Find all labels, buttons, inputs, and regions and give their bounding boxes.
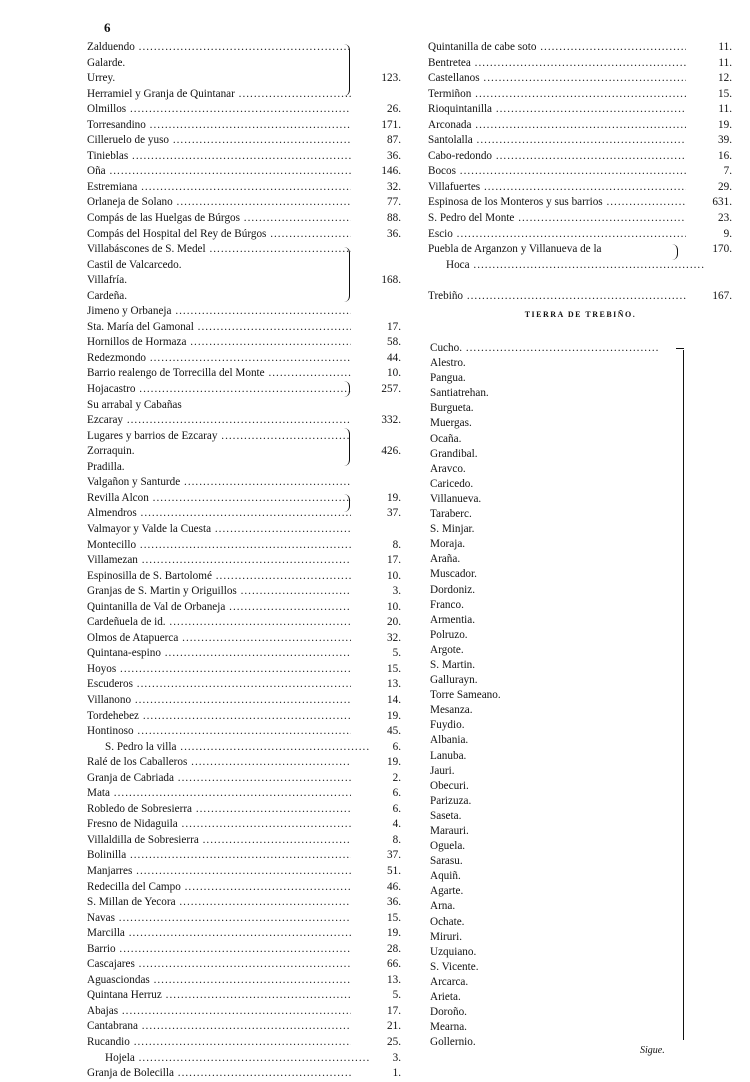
entry-name: Hojela .....	[87, 1051, 369, 1067]
entry-value: 6.	[392, 802, 401, 815]
entry-row	[87, 771, 409, 787]
entry-value: 11.	[718, 56, 732, 69]
entry-name: Manjarres .....	[87, 864, 351, 880]
entry-name: Villabáscones de S. Medel .....	[87, 242, 351, 258]
entry-value: 44.	[387, 351, 401, 364]
entry-name: Compás del Hospital del Rey de Búrgos .....	[87, 227, 351, 243]
entry-row	[87, 133, 409, 149]
entry-value: 23.	[718, 212, 732, 225]
entry-row	[87, 273, 409, 289]
entry-row	[428, 118, 733, 134]
entry-value: 26.	[387, 103, 401, 116]
entry-row	[87, 444, 409, 460]
entry-row	[428, 164, 733, 180]
place-item: Dordoniz.	[430, 583, 476, 596]
entry-name: Robledo de Sobresierra .....	[87, 802, 351, 818]
entry-value: 17.	[387, 554, 401, 567]
entry-value: 332.	[381, 414, 401, 427]
entry-row	[87, 600, 409, 616]
entry-value: 39.	[718, 134, 732, 147]
entry-value: 19.	[718, 118, 732, 131]
place-item: Arieta.	[430, 991, 461, 1004]
place-item: Ocaña.	[430, 432, 462, 445]
entry-value: 77.	[387, 196, 401, 209]
place-item: Miruri.	[430, 930, 463, 943]
entry-value: 9.	[723, 227, 732, 240]
entry-row	[428, 195, 733, 211]
entry-value: 7.	[723, 165, 732, 178]
entry-name: Granja de Cabriada .....	[87, 771, 351, 787]
entry-value: 5.	[392, 647, 401, 660]
brace	[343, 428, 350, 466]
entry-name: Almendros .....	[87, 506, 351, 522]
entry-name: Barrio realengo de Torrecilla del Monte .....	[87, 366, 351, 382]
entry-name: Quintana-espino .....	[87, 646, 351, 662]
entry-value: 10.	[387, 600, 401, 613]
left-column	[87, 40, 409, 1082]
entry-name: Torresandino .....	[87, 118, 351, 134]
entry-name: Ralé de los Caballeros .....	[87, 755, 351, 771]
entry-value: 32.	[387, 180, 401, 193]
entry-name: Villaldilla de Sobresierra .....	[87, 833, 351, 849]
entry-row	[87, 817, 409, 833]
place-item: Caricedo.	[430, 477, 474, 490]
entry-value: 36.	[387, 227, 401, 240]
entry-row	[87, 848, 409, 864]
entry-row	[87, 211, 409, 227]
entry-name: Cilleruelo de yuso .....	[87, 133, 351, 149]
entry-row	[87, 1066, 409, 1082]
entry-name: Granjas de S. Martin y Origuillos .....	[87, 584, 351, 600]
entry-value: 87.	[387, 134, 401, 147]
entry-name: Valmayor y Valde la Cuesta .....	[87, 522, 351, 538]
entry-name: Hoyos .....	[87, 662, 351, 678]
place-item: Franco.	[430, 598, 464, 611]
entry-value: 37.	[387, 507, 401, 520]
entry-name: Villafuertes .....	[428, 180, 686, 196]
entry-value: 21.	[387, 1020, 401, 1033]
entry-value: 6.	[392, 740, 401, 753]
entry-name: Oña .....	[87, 164, 351, 180]
footer-sigue: Sigue.	[640, 1045, 665, 1056]
entry-value: 36.	[387, 896, 401, 909]
right-column	[428, 40, 733, 304]
entry-name: Cascajares .....	[87, 957, 351, 973]
entry-value: 1.	[392, 1067, 401, 1080]
entry-name: Valgañon y Santurde .....	[87, 475, 351, 491]
entry-row	[428, 273, 733, 289]
place-item: S. Vicente.	[430, 960, 479, 973]
entry-row	[87, 584, 409, 600]
entry-row	[87, 926, 409, 942]
entry-value: 19.	[387, 491, 401, 504]
bracket-top	[676, 348, 684, 349]
entry-name: Pradilla.	[87, 460, 125, 473]
entry-value: 2.	[392, 771, 401, 784]
place-item: Saseta.	[430, 809, 462, 822]
place-item: Jauri.	[430, 764, 455, 777]
entry-value: 11.	[718, 41, 732, 53]
entry-row	[428, 258, 733, 274]
entry-name: Redezmondo .....	[87, 351, 351, 367]
entry-row	[87, 957, 409, 973]
entry-name: Cantabrana .....	[87, 1019, 351, 1035]
entry-value: 3.	[392, 585, 401, 598]
entry-row	[87, 56, 409, 72]
place-item: Cucho. .....	[430, 341, 680, 356]
entry-row	[87, 864, 409, 880]
entry-name: Hontinoso .....	[87, 724, 351, 740]
entry-row	[87, 71, 409, 87]
entry-row	[87, 646, 409, 662]
entry-row	[87, 289, 409, 305]
entry-row	[428, 149, 733, 165]
entry-value: 58.	[387, 336, 401, 349]
place-item: Argote.	[430, 643, 464, 656]
place-item: Armentia.	[430, 613, 476, 626]
entry-name: Herramiel y Granja de Quintanar .....	[87, 87, 351, 103]
entry-name: Quintana Herruz .....	[87, 988, 351, 1004]
entry-row	[87, 615, 409, 631]
entry-row	[87, 40, 409, 56]
entry-value: 10.	[387, 367, 401, 380]
entry-row	[87, 102, 409, 118]
place-item: Muscador.	[430, 568, 477, 581]
place-item: Lanuba.	[430, 749, 467, 762]
place-item: Moraja.	[430, 538, 466, 551]
entry-value: 167.	[712, 289, 732, 302]
entry-row	[87, 242, 409, 258]
place-item: Santiatrehan.	[430, 387, 489, 400]
entry-name: Redecilla del Campo .....	[87, 880, 351, 896]
place-item: Arna.	[430, 900, 456, 913]
entry-row	[87, 1019, 409, 1035]
entry-row	[428, 40, 733, 56]
entry-row	[87, 149, 409, 165]
entry-name: Tordehebez .....	[87, 709, 351, 725]
entry-value: 5.	[392, 989, 401, 1002]
entry-value: 28.	[387, 942, 401, 955]
entry-row	[87, 1035, 409, 1051]
entry-name: Fresno de Nidaguila .....	[87, 817, 351, 833]
entry-row	[87, 833, 409, 849]
place-item: Arcarca.	[430, 975, 469, 988]
entry-row	[87, 973, 409, 989]
entry-value: 146.	[381, 165, 401, 178]
entry-name: Hojacastro .....	[87, 382, 351, 398]
entry-value: 13.	[387, 973, 401, 986]
place-item: Uzquiano.	[430, 945, 477, 958]
entry-row	[87, 475, 409, 491]
entry-name: Termiñon .....	[428, 87, 686, 103]
entry-row	[87, 491, 409, 507]
entry-name: Cabo-redondo .....	[428, 149, 686, 165]
entry-name: Santolalla .....	[428, 133, 686, 149]
entry-name: Zalduendo .....	[87, 40, 351, 56]
entry-value: 37.	[387, 849, 401, 862]
entry-value: 88.	[387, 212, 401, 225]
entry-name: Montecillo .....	[87, 538, 351, 554]
entry-row	[428, 133, 733, 149]
entry-name: Villamezan .....	[87, 553, 351, 569]
entry-name: Espinosa de los Monteros y sus barrios .....	[428, 195, 686, 211]
entry-name: Villanono .....	[87, 693, 351, 709]
place-item: Villanueva.	[430, 492, 482, 505]
entry-value: 12.	[718, 72, 732, 85]
entry-name: Rucandio .....	[87, 1035, 351, 1051]
place-item: Aquiñ.	[430, 870, 461, 883]
entry-name: Espinosilla de S. Bartolomé .....	[87, 569, 351, 585]
entry-value: 19.	[387, 927, 401, 940]
entry-value: 19.	[387, 709, 401, 722]
entry-value: 426.	[381, 445, 401, 458]
entry-name: Escuderos .....	[87, 677, 351, 693]
place-item: Araña.	[430, 553, 461, 566]
entry-row	[87, 522, 409, 538]
entry-row	[87, 351, 409, 367]
entry-row	[428, 56, 733, 72]
entry-row	[87, 87, 409, 103]
page-number: 6	[104, 20, 111, 35]
entry-row	[87, 662, 409, 678]
entry-value: 19.	[387, 756, 401, 769]
place-item: Sarasu.	[430, 855, 463, 868]
entry-row	[87, 118, 409, 134]
entry-name: Olmos de Atapuerca .....	[87, 631, 351, 647]
brace	[343, 44, 350, 96]
entry-name: Zorraquin.	[87, 445, 135, 458]
entry-row	[428, 242, 733, 258]
entry-name: Bocos .....	[428, 164, 686, 180]
entry-row	[87, 631, 409, 647]
place-item: Muergas.	[430, 417, 472, 430]
entry-value: 17.	[387, 1004, 401, 1017]
entry-row	[87, 180, 409, 196]
entry-row	[87, 693, 409, 709]
entry-value: 14.	[387, 693, 401, 706]
entry-row	[428, 180, 733, 196]
entry-row	[87, 802, 409, 818]
place-item: Gallurayn.	[430, 674, 478, 687]
entry-name: Hoca .....	[428, 258, 704, 274]
entry-name: Abajas .....	[87, 1004, 351, 1020]
entry-row	[87, 227, 409, 243]
place-item: Agarte.	[430, 885, 464, 898]
entry-row	[87, 398, 409, 414]
entry-row	[87, 538, 409, 554]
entry-name: Quintanilla de Val de Orbaneja .....	[87, 600, 351, 616]
entry-value: 170.	[712, 243, 732, 256]
entry-row	[87, 506, 409, 522]
entry-name: Granja de Bolecilla .....	[87, 1066, 351, 1082]
place-item: S. Minjar.	[430, 523, 475, 536]
entry-row	[87, 366, 409, 382]
place-item: Grandibal.	[430, 447, 478, 460]
place-item: Albania.	[430, 734, 469, 747]
place-item: Aravco.	[430, 462, 466, 475]
entry-value: 257.	[381, 383, 401, 396]
section-heading: TIERRA DE TREBIÑO.	[524, 310, 637, 319]
entry-row	[87, 880, 409, 896]
entry-name: Castil de Valcarcedo.	[87, 258, 182, 271]
entry-row	[428, 71, 733, 87]
place-item: S. Martin.	[430, 658, 476, 671]
place-item: Gollernio.	[430, 1036, 476, 1049]
entry-row	[87, 1051, 409, 1067]
entry-name: Olmillos .....	[87, 102, 351, 118]
entry-row	[87, 429, 409, 445]
entry-name: Orlaneja de Solano .....	[87, 195, 351, 211]
entry-name: Marcilla .....	[87, 926, 351, 942]
place-item: Mearna.	[430, 1021, 467, 1034]
entry-row	[87, 413, 409, 429]
entry-row	[87, 335, 409, 351]
entry-name: Jimeno y Orbaneja .....	[87, 304, 351, 320]
entry-name: Bentretea .....	[428, 56, 686, 72]
entry-value: 15.	[718, 87, 732, 100]
place-item: Taraberc.	[430, 508, 472, 521]
bracket-rule	[683, 350, 684, 1040]
place-item: Polruzo.	[430, 628, 468, 641]
entry-value: 17.	[387, 320, 401, 333]
entry-name: Rioquintanilla .....	[428, 102, 686, 118]
entry-value: 168.	[381, 274, 401, 287]
entry-name: Puebla de Arganzon y Villanueva de la	[428, 243, 602, 256]
entry-value: 51.	[387, 864, 401, 877]
entry-row	[428, 87, 733, 103]
entry-row	[428, 102, 733, 118]
entry-value: 46.	[387, 880, 401, 893]
place-item: Obecuri.	[430, 779, 469, 792]
entry-row	[87, 1004, 409, 1020]
entry-row	[428, 211, 733, 227]
entry-row	[428, 227, 733, 243]
entry-row	[87, 988, 409, 1004]
entry-name: Su arrabal y Cabañas	[87, 398, 182, 411]
entry-name: Cardeñuela de id. .....	[87, 615, 351, 631]
entry-name: Castellanos .....	[428, 71, 686, 87]
entry-value: 32.	[387, 631, 401, 644]
entry-row	[87, 942, 409, 958]
place-item: Ochate.	[430, 915, 465, 928]
entry-name: Galarde.	[87, 56, 126, 69]
entry-value: 29.	[718, 180, 732, 193]
entry-name: Urrey.	[87, 72, 116, 85]
place-item: Oguela.	[430, 840, 466, 853]
entry-value: 6.	[392, 787, 401, 800]
entry-row	[87, 677, 409, 693]
place-item: Pangua.	[430, 372, 466, 385]
entry-row	[87, 195, 409, 211]
entry-name: S. Pedro del Monte .....	[428, 211, 686, 227]
entry-row	[87, 569, 409, 585]
entry-value: 15.	[387, 662, 401, 675]
place-item: Doroño.	[430, 1006, 467, 1019]
entry-value: 66.	[387, 958, 401, 971]
entry-row	[87, 258, 409, 274]
entry-value: 4.	[392, 818, 401, 831]
entry-row	[87, 911, 409, 927]
entry-value: 631.	[712, 196, 732, 209]
entry-name: Quintanilla de cabe soto .....	[428, 40, 686, 56]
entry-name: Ezcaray .....	[87, 413, 351, 429]
entry-value: 3.	[392, 1051, 401, 1064]
entry-name: Estremiana .....	[87, 180, 351, 196]
entry-name: S. Millan de Yecora .....	[87, 895, 351, 911]
entry-name: Villafría.	[87, 274, 128, 287]
entry-value: 45.	[387, 725, 401, 738]
entry-name: Revilla Alcon .....	[87, 491, 351, 507]
entry-name: Lugares y barrios de Ezcaray .....	[87, 429, 351, 445]
entry-row	[87, 724, 409, 740]
place-item: Mesanza.	[430, 704, 473, 717]
entry-name: Arconada .....	[428, 118, 686, 134]
place-item: Burgueta.	[430, 402, 474, 415]
entry-name: Trebiño .....	[428, 289, 686, 305]
entry-value: 13.	[387, 678, 401, 691]
brace	[343, 494, 350, 512]
entry-row	[87, 460, 409, 476]
entry-value: 16.	[718, 149, 732, 162]
entry-value: 20.	[387, 616, 401, 629]
entry-row	[87, 320, 409, 336]
entry-row	[428, 289, 733, 305]
place-item: Alestro.	[430, 357, 466, 370]
entry-name: Mata .....	[87, 786, 351, 802]
entry-value: 25.	[387, 1036, 401, 1048]
entry-name: Navas .....	[87, 911, 351, 927]
place-item: Torre Sameano.	[430, 689, 501, 702]
entry-row	[87, 553, 409, 569]
entry-row	[87, 895, 409, 911]
entry-value: 123.	[381, 72, 401, 85]
entry-name: Compás de las Huelgas de Búrgos .....	[87, 211, 351, 227]
entry-row	[87, 304, 409, 320]
entry-row	[87, 755, 409, 771]
entry-row	[87, 786, 409, 802]
entry-name: Escio .....	[428, 227, 686, 243]
entry-name: Aguasciondas .....	[87, 973, 351, 989]
entry-value: 10.	[387, 569, 401, 582]
entry-name: Barrio .....	[87, 942, 351, 958]
entry-value: 36.	[387, 149, 401, 162]
entry-value: 8.	[392, 538, 401, 551]
entry-name: Bolinilla .....	[87, 848, 351, 864]
entry-row	[87, 709, 409, 725]
entry-name: Hornillos de Hormaza .....	[87, 335, 351, 351]
trebino-list	[430, 341, 680, 1050]
place-item: Parizuza.	[430, 794, 472, 807]
entry-value: 11.	[718, 103, 732, 116]
entry-name: Sta. María del Gamonal .....	[87, 320, 351, 336]
entry-name: Cardeña.	[87, 289, 128, 302]
entry-row	[87, 382, 409, 398]
entry-name: S. Pedro la villa .....	[87, 740, 369, 756]
entry-name: Tinieblas .....	[87, 149, 351, 165]
entry-row	[87, 164, 409, 180]
entry-value: 171.	[381, 118, 401, 131]
brace	[343, 247, 350, 302]
entry-row	[87, 740, 409, 756]
entry-value: 8.	[392, 833, 401, 846]
entry-value: 15.	[387, 911, 401, 924]
place-item: Fuydio.	[430, 719, 465, 732]
place-item: Marauri.	[430, 825, 469, 837]
